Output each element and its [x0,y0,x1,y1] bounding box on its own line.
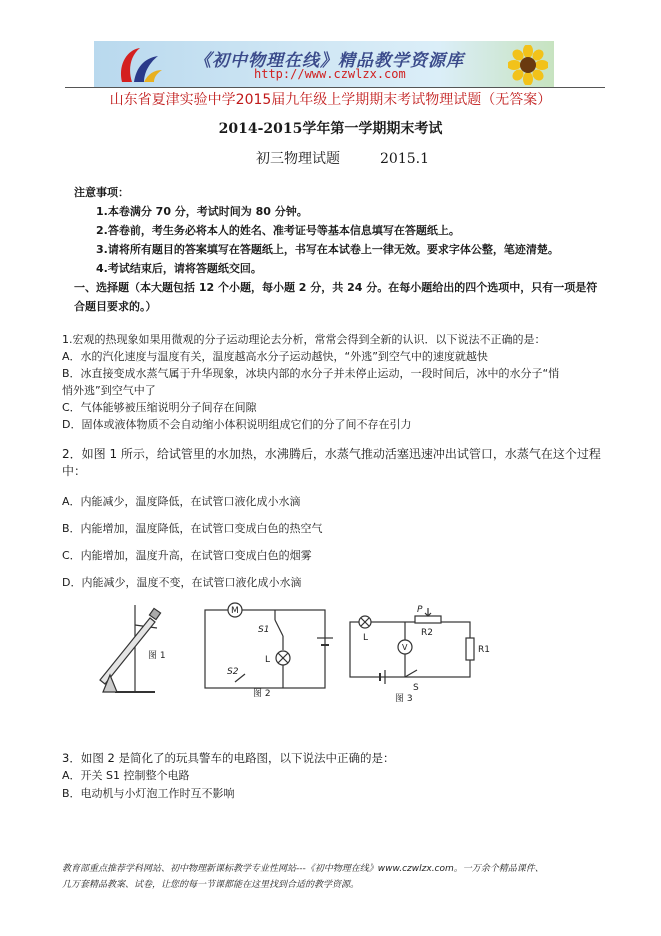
question-3 [62,749,602,803]
option-b: B．冰直接变成水蒸气属于升华现象，冰块内部的水分子并未停止运动，一段时间后，冰中的水分子“悄 [62,367,560,380]
notice-item: 1.本卷满分 70 分，考试时间为 80 分钟。 [96,205,308,218]
option-c: C．气体能够被压缩说明分子间存在间隙 [62,401,257,414]
question-2-options [62,488,602,596]
subject-line [256,148,429,168]
notice-item: 2.答卷前，考生务必将本人的姓名、准考证号等基本信息填写在答题纸上。 [96,224,460,237]
banner-url[interactable]: http://www.czwlzx.com [254,67,406,81]
slider-p-label: P [417,605,423,615]
section-heading-line2: 合题目要求的。） [74,300,157,313]
notice-item: 4.考试结束后，请将答题纸交回。 [96,262,262,275]
question-stem-continued: 中： [62,464,87,478]
document-title: 山东省夏津实验中学2015届九年级上学期期末考试物理试题（无答案） [109,92,552,108]
figures-drawing [95,600,515,705]
option-b: B．电动机与小灯泡工作时互不影响 [62,787,235,800]
voltmeter-label: V [402,643,408,652]
exam-date: 2015.1 [380,151,429,167]
notice-section [74,183,614,316]
sunflower-icon [508,45,548,85]
motor-label: M [231,606,239,616]
option-d: D．内能减少，温度不变，在试管口液化成小水滴 [62,576,302,589]
figures-row [95,600,515,705]
option-a: A．水的汽化速度与温度有关，温度越高水分子运动越快，“外逃”到空气中的速度就越快 [62,350,488,363]
option-c: C．内能增加，温度升高，在试管口变成白色的烟雾 [62,549,312,562]
question-stem: 1.宏观的热现象如果用微观的分子运动理论去分析，常常会得到全新的认识．以下说法不正确的是： [62,333,546,346]
figure-1-apparatus [100,605,161,692]
figure-3-label: 图 3 [395,694,413,704]
site-logo-icon [114,44,164,84]
banner-title: 《初中物理在线》精品教学资源库 [194,51,464,71]
section-heading-line1: 一、选择题（本大题包括 12 个小题，每小题 2 分，共 24 分。在每小题给出的四个选项中，只有一项是符 [74,281,598,294]
lamp-l-label: L [265,655,271,665]
option-b-continued: 悄外逃”到空气中了 [62,384,156,397]
exam-title: 2014-2015学年第一学期期末考试 [218,121,443,137]
resistor-r1-label: R1 [478,645,490,655]
option-b: B．内能增加，温度降低，在试管口变成白色的热空气 [62,522,323,535]
option-a: A．开关 S1 控制整个电路 [62,769,190,782]
switch-s-label: S [413,683,419,693]
switch-s2-label: S2 [227,667,239,677]
question-2 [62,446,602,480]
footer-line-1: 教育部重点推荐学科网站、初中物理新课标教学专业性网站---《初中物理在线》www.czwlzx.com。一万余个精品课件、 [62,864,544,874]
lamp-l-label-fig3: L [363,633,369,643]
notice-heading: 注意事项： [74,186,129,199]
figure-1-label: 图 1 [148,651,166,661]
header-banner [94,41,554,87]
question-stem: 2．如图 1 所示，给试管里的水加热，水沸腾后，水蒸气推动活塞迅速冲出试管口，水蒸气在这个过程 [62,447,601,461]
page-footer [62,861,622,893]
question-1 [62,331,602,433]
figure-2-label: 图 2 [253,689,271,699]
notice-item: 3.请将所有题目的答案填写在答题纸上，书写在本试卷上一律无效。要求字体公整，笔迹清楚。 [96,243,559,256]
footer-line-2: 几万套精品教案、试卷，让您的每一节课都能在这里找到合适的教学资源。 [62,880,360,890]
option-a: A．内能减少，温度降低，在试管口液化成小水滴 [62,495,301,508]
switch-s1-label: S1 [258,625,270,635]
resistor-r2-label: R2 [421,628,433,638]
subject-name: 初三物理试题 [256,151,340,167]
header-divider [65,87,605,88]
question-stem: 3．如图 2 是简化了的玩具警车的电路图，以下说法中正确的是： [62,751,395,765]
figure-3-circuit [350,608,474,684]
option-d: D．固体或液体物质不会自动缩小体积说明组成它们的分了间不存在引力 [62,418,412,431]
figure-2-circuit [205,603,333,688]
